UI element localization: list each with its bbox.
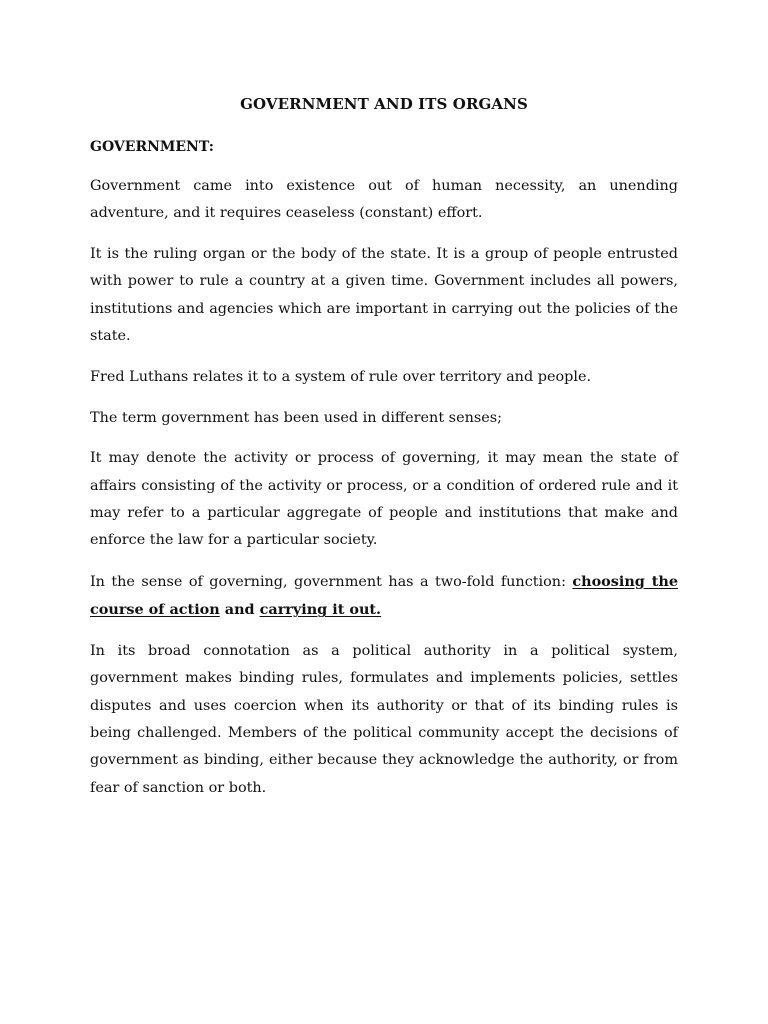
section-heading: GOVERNMENT:	[90, 139, 214, 155]
function-joiner-text: and	[219, 601, 260, 619]
paragraph-two-fold-function	[90, 568, 678, 625]
function-intro-text: In the sense of governing, government has a two-fold function:	[90, 574, 573, 591]
function-one-text: choosing the course of action	[90, 573, 678, 619]
paragraph-broad-connotation: In its broad connotation as a political authority in a political system, government makes binding rules, formulates and implements policies, settles disputes and uses coercion when its authority or that of its binding rules is being challenged. Members of the political community accept the decisions of government as binding, either because they acknowledge the authority, or from fear of sanction or both.	[90, 643, 678, 796]
paragraph-fred-luthans: Fred Luthans relates it to a system of rule over territory and people.	[90, 368, 592, 385]
paragraph-definition: It is the ruling organ or the body of the state. It is a group of people entrusted with power to rule a country at a given time. Government includes all powers, institutions and agencies which are important in carrying out the policies of the state.	[90, 246, 678, 344]
paragraph-meanings: It may denote the activity or process of governing, it may mean the state of affairs consisting of the activity or process, or a condition of ordered rule and it may refer to a particular aggregate of people and institutions that make and enforce the law for a particular society.	[90, 450, 678, 549]
paragraph-origin: Government came into existence out of human necessity, an unending adventure, and it requires ceaseless (constant) effort.	[90, 178, 678, 222]
function-two-text: carrying it out.	[259, 601, 382, 619]
document-title: GOVERNMENT AND ITS ORGANS	[240, 95, 528, 113]
paragraph-senses: The term government has been used in different senses;	[90, 409, 502, 426]
document-body	[90, 173, 678, 815]
